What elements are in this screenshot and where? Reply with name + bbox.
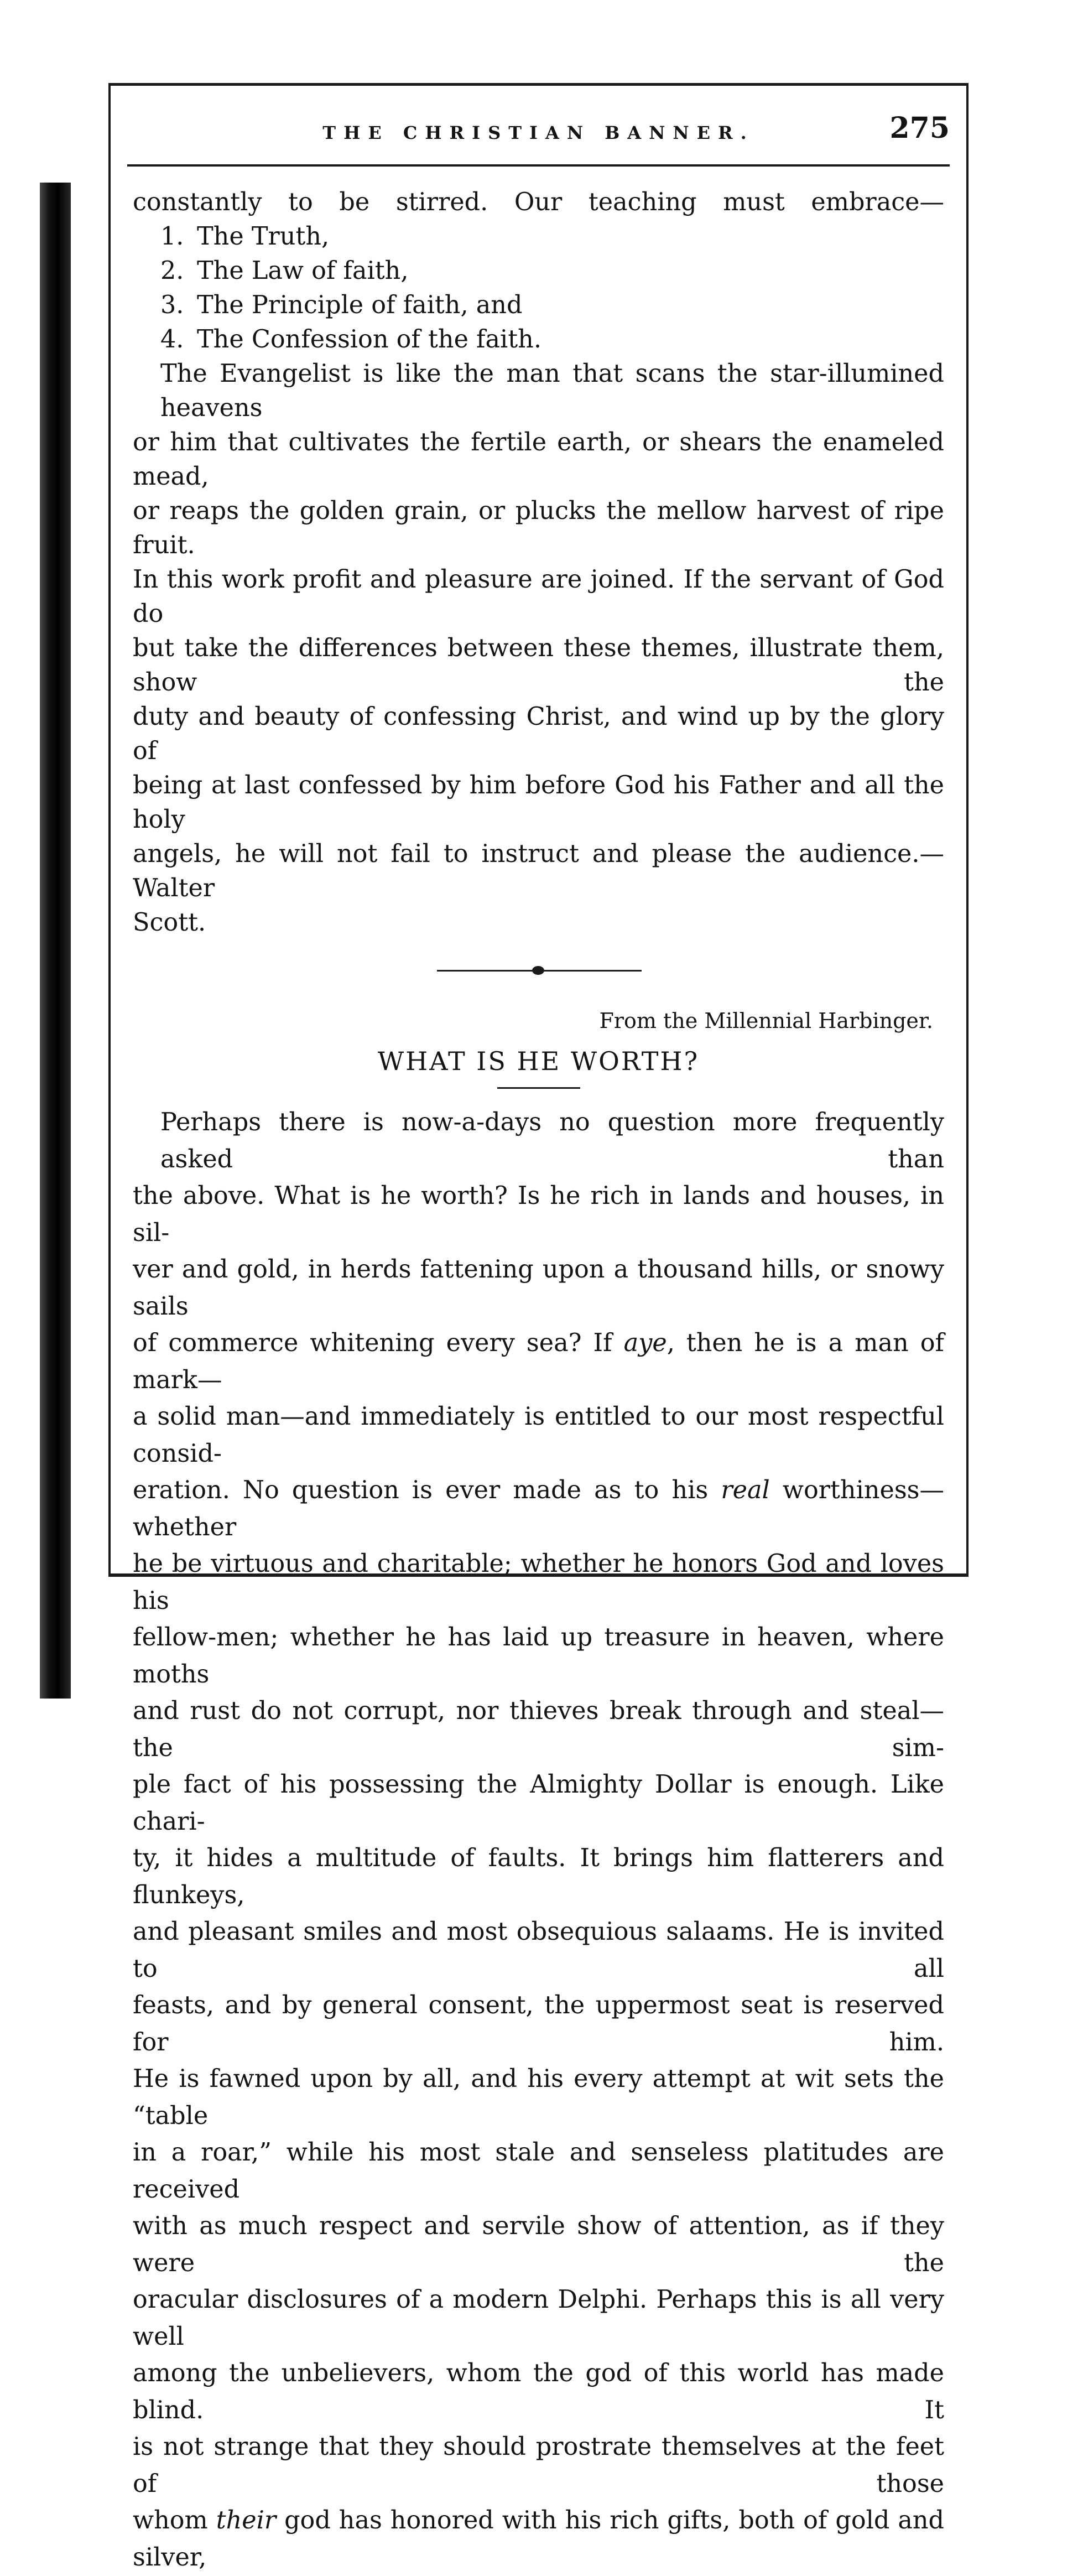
article-line: oracular disclosures of a modern Delphi. Perhaps this is all very well xyxy=(133,2286,944,2351)
text-run: of commerce whitening every sea? If xyxy=(133,1329,624,1357)
divider-ornament-icon xyxy=(532,966,544,975)
evangelist-paragraph xyxy=(133,357,944,940)
paragraph-line: angels, he will not fail to instruct and please the audience.—Walter xyxy=(133,840,944,902)
running-title: THE CHRISTIAN BANNER. xyxy=(322,122,754,143)
article-body xyxy=(133,1104,944,2576)
article-line: feasts, and by general consent, the uppermost seat is reserved for him. xyxy=(133,1991,944,2056)
list-text: The Principle of faith, and xyxy=(197,291,523,319)
text-run: eration. No question is ever made as to his xyxy=(133,1476,721,1504)
list-number: 4. xyxy=(160,325,184,354)
article-line: is not strange that they should prostrate themselves at the feet of those xyxy=(133,2433,944,2498)
page-number: 275 xyxy=(889,111,950,145)
article-line xyxy=(133,2502,944,2576)
article-line xyxy=(133,1325,944,1399)
article-line: a solid man—and immediately is entitled to our most respectful consid- xyxy=(133,1403,944,1468)
article-line: ver and gold, in herds fattening upon a thousand hills, or snowy sails xyxy=(133,1255,944,1321)
list-item xyxy=(133,254,944,288)
article-line: the above. What is he worth? Is he rich in lands and houses, in sil- xyxy=(133,1182,944,1247)
paragraph-line: being at last confessed by him before God his Father and all the holy xyxy=(133,771,944,834)
page-header xyxy=(127,103,950,167)
title-rule xyxy=(497,1087,580,1089)
paragraph-line: or reaps the golden grain, or plucks the mellow harvest of ripe fruit. xyxy=(133,497,944,559)
list-number: 2. xyxy=(160,257,184,285)
paragraph-line: In this work profit and pleasure are joined. If the servant of God do xyxy=(133,565,944,628)
intro-line: constantly to be stirred. Our teaching must embrace— xyxy=(133,188,944,216)
article-line: fellow-men; whether he has laid up treasure in heaven, where moths xyxy=(133,1623,944,1689)
list-item xyxy=(133,323,944,357)
article-line xyxy=(133,1472,944,1546)
paragraph-line: The Evangelist is like the man that scans the star-illumined heavens xyxy=(160,360,944,422)
book-page xyxy=(108,83,969,2572)
paragraph-line: but take the differences between these themes, illustrate them, show the xyxy=(133,634,944,697)
article-line: and rust do not corrupt, nor thieves break through and steal—the sim- xyxy=(133,1697,944,1762)
paragraph-line: Scott. xyxy=(133,908,206,937)
teaching-list xyxy=(133,220,944,357)
book-spine-shadow xyxy=(40,183,71,1699)
article-line: and pleasant smiles and most obsequious salaams. He is invited to all xyxy=(133,1918,944,1983)
emphasis-real: real xyxy=(721,1476,770,1504)
list-number: 1. xyxy=(160,222,184,251)
list-item xyxy=(133,220,944,254)
article-line: ple fact of his possessing the Almighty Dollar is enough. Like chari- xyxy=(133,1770,944,1836)
article-source: From the Millennial Harbinger. xyxy=(599,1009,933,1033)
text-run: whom xyxy=(133,2506,216,2535)
list-item xyxy=(133,288,944,323)
list-text: The Confession of the faith. xyxy=(197,325,542,354)
article-line: he be virtuous and charitable; whether he honors God and loves his xyxy=(133,1550,944,1615)
article-line: Perhaps there is now-a-days no question more frequently asked than xyxy=(160,1108,944,1173)
article-line: ty, it hides a multitude of faults. It brings him flatterers and flunkeys, xyxy=(133,1844,944,1909)
article-line: among the unbelievers, whom the god of this world has made blind. It xyxy=(133,2359,944,2424)
emphasis-their: their xyxy=(216,2506,277,2535)
article-line: in a roar,” while his most stale and senseless platitudes are received xyxy=(133,2138,944,2204)
list-number: 3. xyxy=(160,291,184,319)
text-run: , then he is a man of mark— xyxy=(133,1329,944,1394)
section-divider xyxy=(133,954,944,988)
page-content xyxy=(133,185,944,2576)
article-title: WHAT IS HE WORTH? xyxy=(377,1046,700,1076)
paragraph-line: or him that cultivates the fertile earth, or shears the enameled mead, xyxy=(133,428,944,491)
article-line: with as much respect and servile show of attention, as if they were the xyxy=(133,2212,944,2277)
paragraph-line: duty and beauty of confessing Christ, and wind up by the glory of xyxy=(133,703,944,765)
text-run: god has honored with his rich gifts, both of gold and silver, xyxy=(133,2506,945,2572)
text-run: worthiness—whether xyxy=(133,1476,944,1541)
emphasis-aye: aye xyxy=(623,1329,667,1357)
article-line: He is fawned upon by all, and his every attempt at wit sets the “table xyxy=(133,2065,944,2130)
list-text: The Law of faith, xyxy=(197,257,409,285)
list-text: The Truth, xyxy=(197,222,330,251)
